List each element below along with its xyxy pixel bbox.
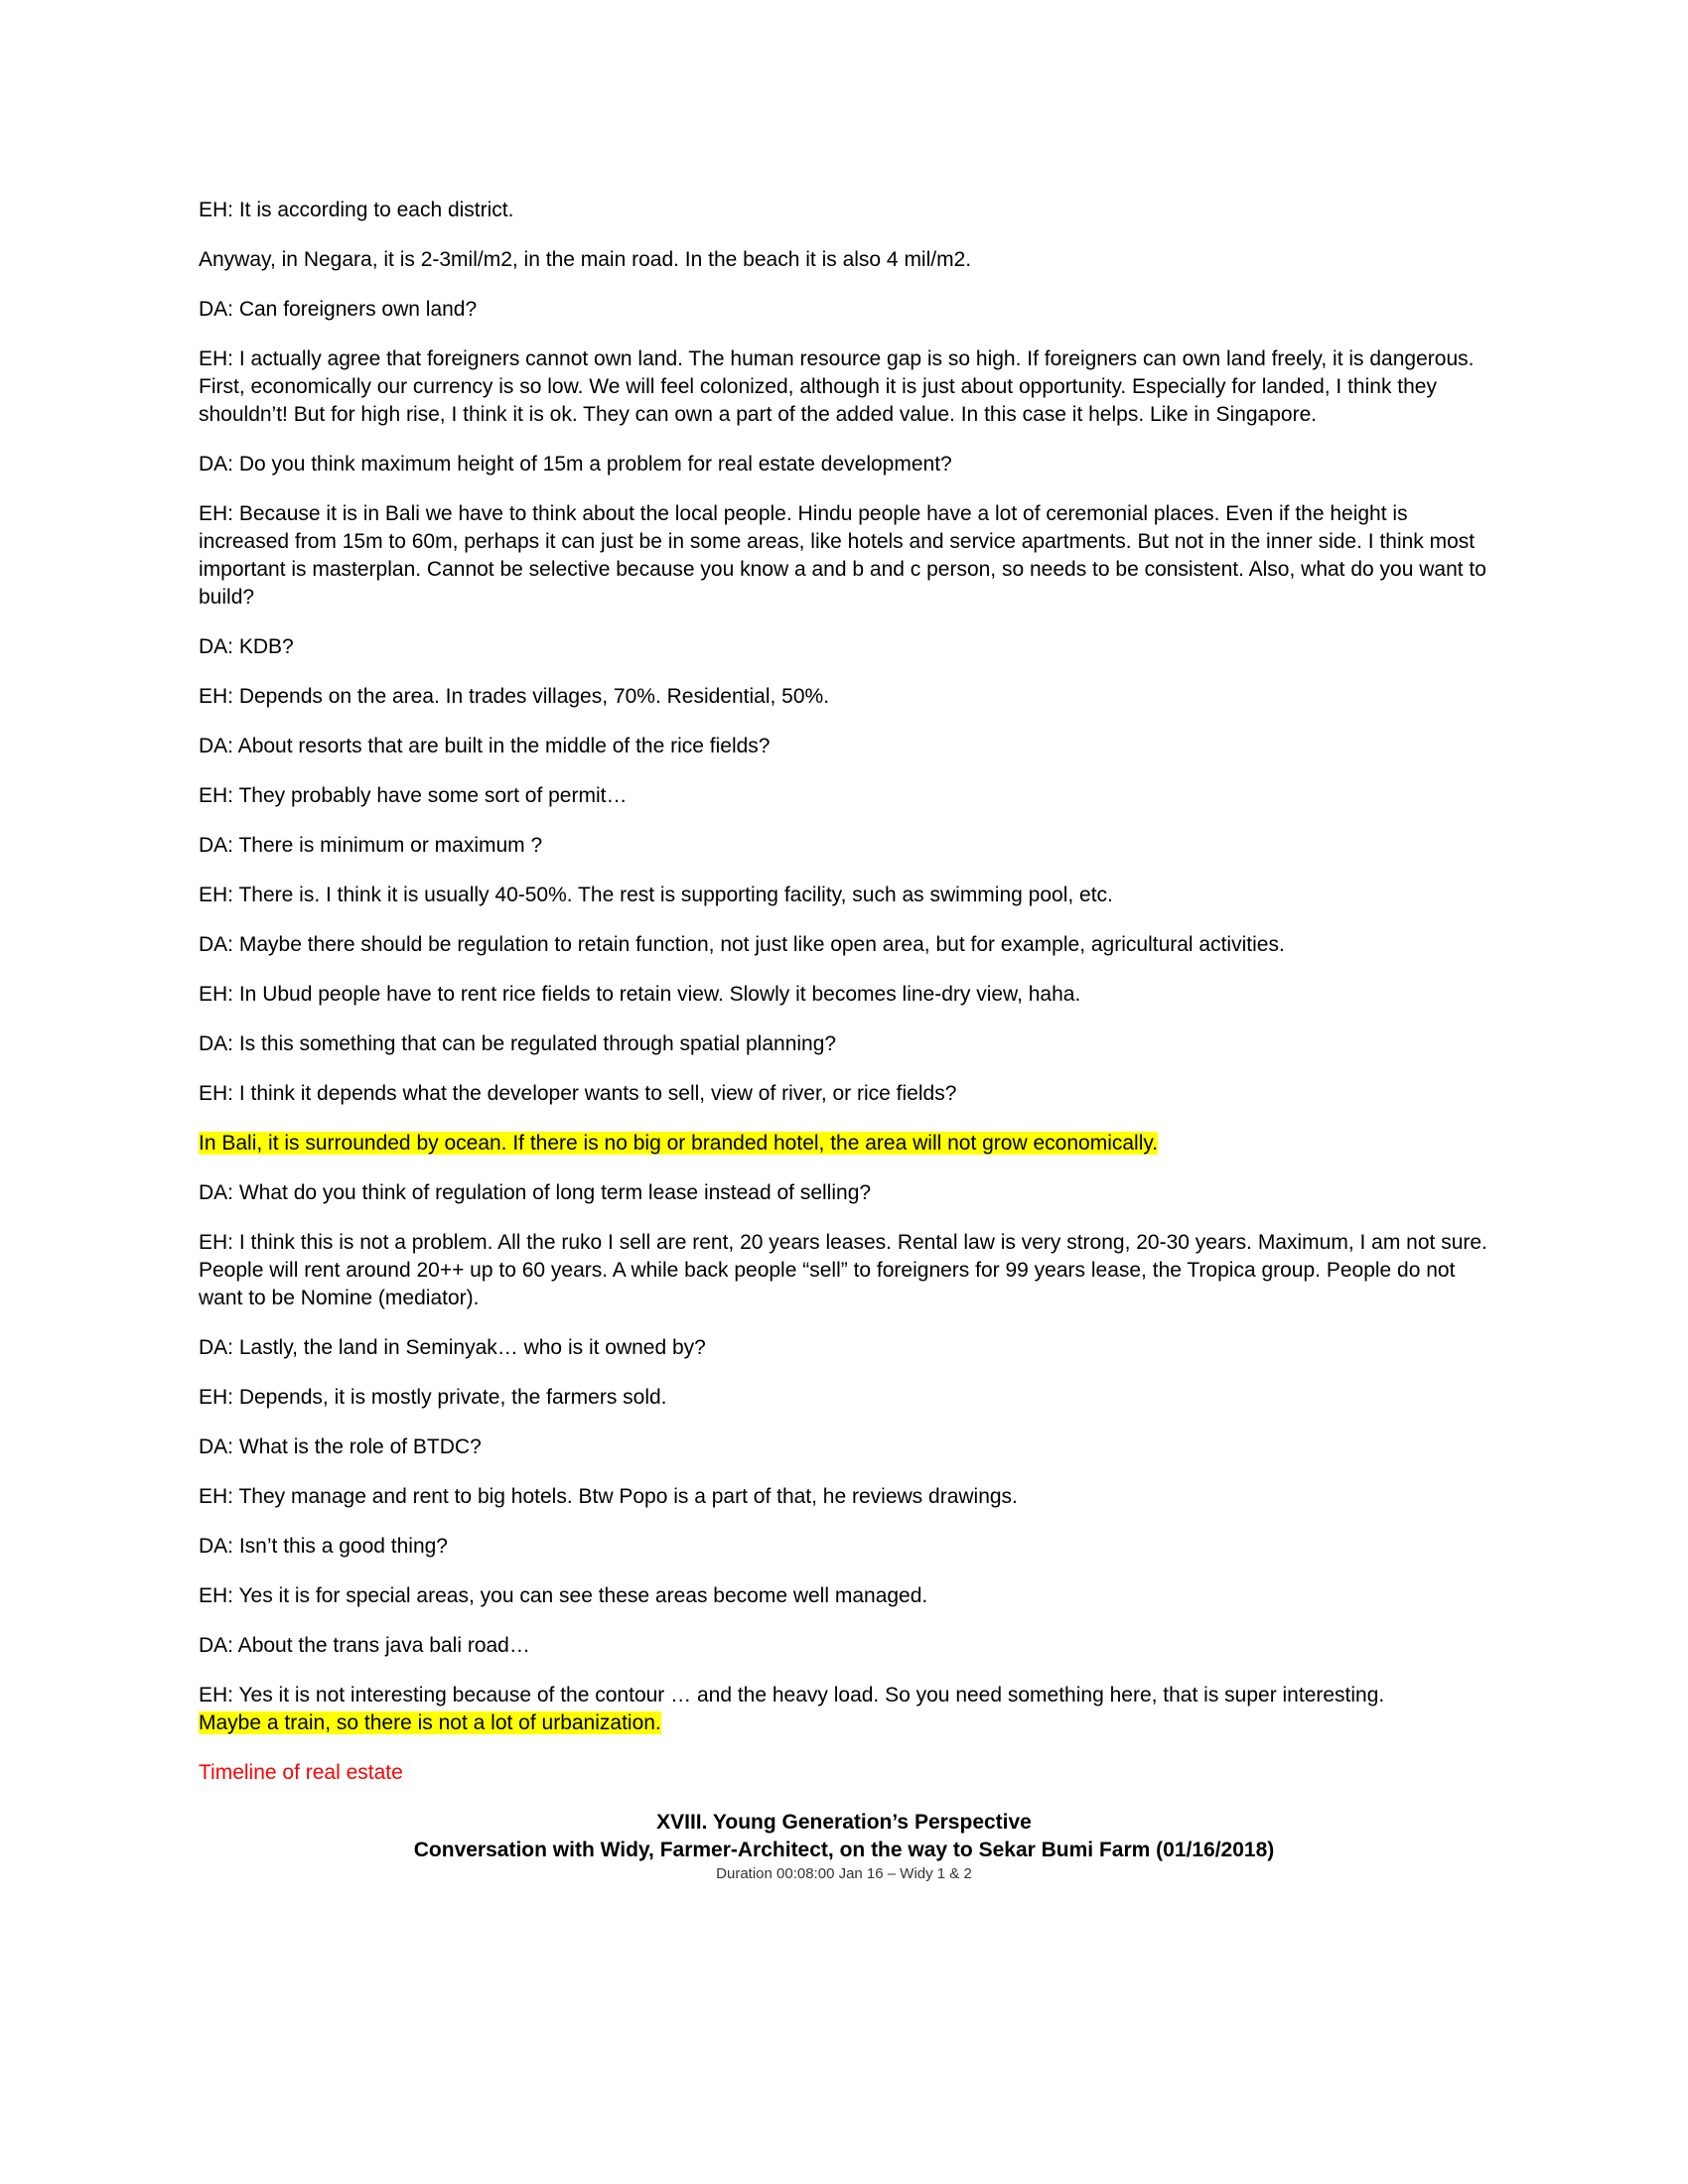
paragraph: EH: I think this is not a problem. All the ruko I sell are rent, 20 years leases. Rental law is very strong, 20-30 years. Maximum, I am not sure. People will rent around 20++ up to 60 years. A while back people “sell” to foreigners for 99 years lease, the Tropica group. People do not want to be Nomine (mediator). bbox=[199, 1231, 1487, 1309]
paragraph: DA: What is the role of BTDC? bbox=[199, 1435, 482, 1458]
paragraph: EH: Depends, it is mostly private, the farmers sold. bbox=[199, 1386, 667, 1409]
section-title: XVIII. Young Generation’s Perspective bbox=[656, 1811, 1032, 1834]
document-page bbox=[199, 197, 1489, 1884]
paragraph: EH: Depends on the area. In trades villages, 70%. Residential, 50%. bbox=[199, 685, 830, 708]
paragraph: EH: I actually agree that foreigners cannot own land. The human resource gap is so high. If foreigners can own land freely, it is dangerous. First, economically our currency is so low. We will feel colonized, although it is just about opportunity. Especially for landed, I think they shouldn’t! But for high rise, I think it is ok. They can own a part of the added value. In this case it helps. Like in Singapore. bbox=[199, 347, 1475, 426]
paragraph: EH: They probably have some sort of permit… bbox=[199, 784, 628, 807]
paragraph: DA: About the trans java bali road… bbox=[199, 1634, 530, 1657]
highlighted-text: In Bali, it is surrounded by ocean. If there is no big or branded hotel, the area will not grow economically. bbox=[199, 1132, 1159, 1155]
paragraph: EH: In Ubud people have to rent rice fields to retain view. Slowly it becomes line-dry view, haha. bbox=[199, 983, 1081, 1006]
red-note: Timeline of real estate bbox=[199, 1761, 403, 1784]
paragraph: DA: What do you think of regulation of long term lease instead of selling? bbox=[199, 1181, 872, 1204]
paragraph: DA: Can foreigners own land? bbox=[199, 298, 478, 321]
paragraph: DA: Isn’t this a good thing? bbox=[199, 1535, 448, 1558]
paragraph: DA: Lastly, the land in Seminyak… who is it owned by? bbox=[199, 1336, 706, 1359]
paragraph: EH: Yes it is for special areas, you can see these areas become well managed. bbox=[199, 1584, 928, 1607]
paragraph: EH: Because it is in Bali we have to think about the local people. Hindu people have a lot of ceremonial places. Even if the height is increased from 15m to 60m, perhaps it can just be in some areas, like hotels and service apartments. But not in the inner side. I think most important is masterplan. Cannot be selective because you know a and b and c person, so needs to be consistent. Also, what do you want to build? bbox=[199, 502, 1486, 609]
paragraph: DA: Maybe there should be regulation to retain function, not just like open area, but for example, agricultural activities. bbox=[199, 933, 1285, 956]
paragraph: DA: KDB? bbox=[199, 635, 294, 658]
paragraph: DA: About resorts that are built in the middle of the rice fields? bbox=[199, 735, 771, 757]
paragraph: DA: There is minimum or maximum ? bbox=[199, 834, 543, 857]
paragraph: DA: Is this something that can be regulated through spatial planning? bbox=[199, 1032, 837, 1055]
section-heading-block bbox=[199, 1809, 1489, 1884]
highlighted-text: Maybe a train, so there is not a lot of urbanization. bbox=[199, 1711, 661, 1734]
paragraph: Anyway, in Negara, it is 2-3mil/m2, in the main road. In the beach it is also 4 mil/m2. bbox=[199, 248, 972, 271]
paragraph: EH: It is according to each district. bbox=[199, 199, 514, 221]
duration-note: Duration 00:08:00 Jan 16 – Widy 1 & 2 bbox=[716, 1865, 972, 1882]
section-subtitle: Conversation with Widy, Farmer-Architect, on the way to Sekar Bumi Farm (01/16/2018) bbox=[413, 1839, 1275, 1861]
highlighted-paragraph bbox=[199, 1130, 1489, 1158]
paragraph: DA: Do you think maximum height of 15m a problem for real estate development? bbox=[199, 453, 952, 476]
paragraph: EH: There is. I think it is usually 40-50%. The rest is supporting facility, such as swimming pool, etc. bbox=[199, 884, 1113, 906]
paragraph-text: EH: Yes it is not interesting because of the contour … and the heavy load. So you need something here, that is super interesting. bbox=[199, 1684, 1385, 1706]
paragraph: EH: I think it depends what the developer wants to sell, view of river, or rice fields? bbox=[199, 1082, 957, 1105]
mixed-paragraph bbox=[199, 1682, 1489, 1737]
paragraph: EH: They manage and rent to big hotels. Btw Popo is a part of that, he reviews drawings. bbox=[199, 1485, 1018, 1508]
